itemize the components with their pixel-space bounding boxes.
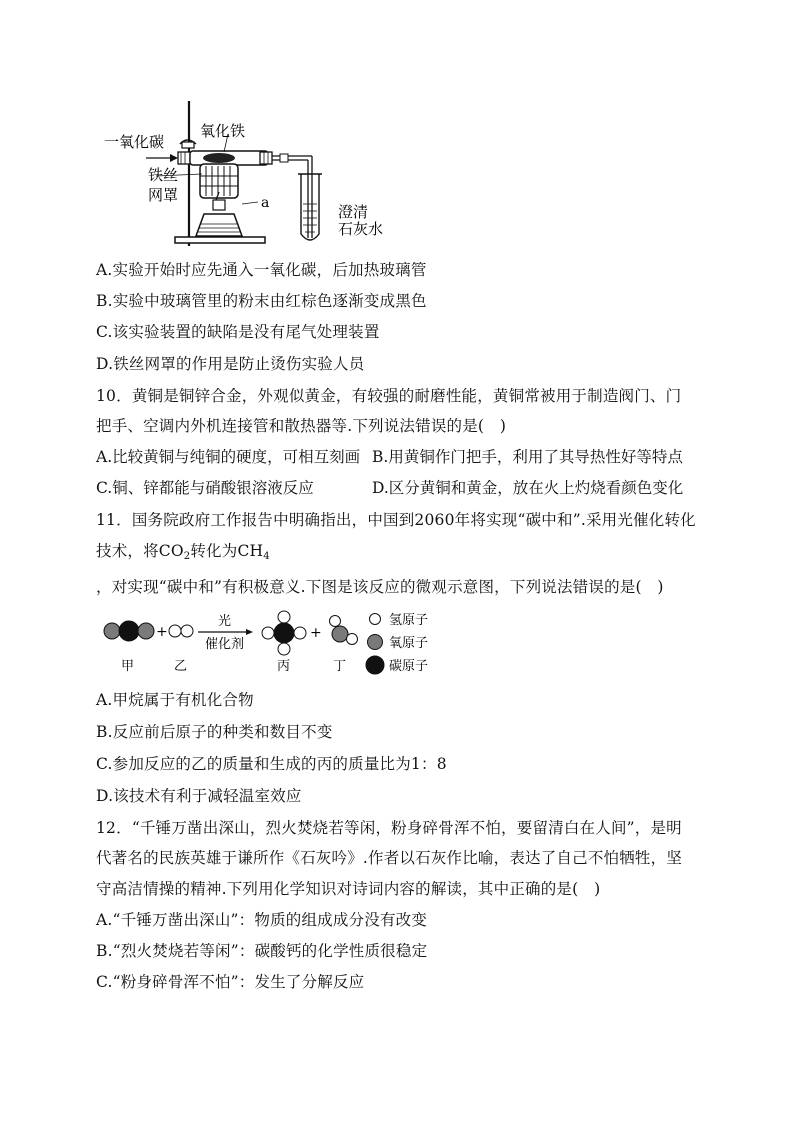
q12-option-b: B.“烈火焚烧若等闲”：碳酸钙的化学性质很稳定 — [96, 942, 428, 960]
legend-carbon-swatch — [366, 656, 384, 674]
q11-stem-line1: 11．国务院政府工作报告中明确指出，中国到2060年将实现“碳中和”.采用光催化转化 — [96, 511, 696, 529]
ding-hydrogen-atom-1 — [330, 616, 341, 627]
condition-catalyst: 催化剂 — [205, 637, 245, 652]
q10-stem-line1: 10．黄铜是铜锌合金，外观似黄金，有较强的耐磨性能，黄铜常被用于制造阀门、门 — [96, 387, 682, 405]
label-bing: 丙 — [277, 659, 291, 674]
bing-hydrogen-atom-1 — [278, 611, 290, 623]
legend-oxygen: 氧原子 — [389, 636, 429, 651]
yi-hydrogen-atom-1 — [169, 625, 181, 637]
q11-option-d: D.该技术有利于减轻温室效应 — [96, 787, 302, 805]
q11-option-b: B.反应前后原子的种类和数目不变 — [96, 723, 333, 741]
limewater-label-1: 澄清 — [338, 203, 369, 221]
bing-hydrogen-atom-2 — [262, 627, 274, 639]
ch4-subscript: 4 — [263, 551, 270, 562]
legend-hydrogen: 氢原子 — [389, 613, 429, 628]
q9-option-a: A.实验开始时应先通入一氧化碳，后加热玻璃管 — [96, 261, 427, 279]
wire-label-1: 铁丝 — [148, 166, 179, 184]
q12-option-a: A.“千锤万凿出深山”：物质的组成成分没有改变 — [96, 911, 428, 929]
q11-stem2-pre: 技术，将CO — [96, 542, 184, 560]
ferric-oxide-label: 氧化铁 — [200, 122, 246, 140]
jia-oxygen-atom-2 — [138, 623, 154, 639]
q11-option-c: C.参加反应的乙的质量和生成的丙的质量比为1：8 — [96, 755, 447, 773]
lamp-a-label: a — [261, 195, 270, 211]
q11-stem-line3: ，对实现“碳中和”有积极意义.下图是该反应的微观示意图，下列说法错误的是( ) — [96, 578, 664, 596]
condition-light: 光 — [218, 614, 232, 629]
co2-subscript: 2 — [183, 551, 191, 562]
reaction-micro-diagram — [100, 606, 460, 678]
q10-option-a: A.比较黄铜与纯铜的硬度，可相互刻画 — [96, 448, 361, 466]
legend-hydrogen-swatch — [370, 614, 381, 625]
wire-label-2: 网罩 — [148, 186, 179, 204]
bing-carbon-atom — [274, 623, 294, 643]
jia-oxygen-atom-1 — [104, 623, 120, 639]
co-reduction-apparatus-figure — [100, 96, 400, 252]
q12-stem-line2: 代著名的民族英雄于谦所作《石灰吟》.作者以石灰作比喻，表达了自己不怕牺牲，坚 — [96, 849, 683, 867]
limewater-label-2: 石灰水 — [338, 220, 384, 238]
plus-sign-1: + — [156, 624, 168, 640]
co-label: 一氧化碳 — [104, 133, 165, 151]
q10-stem-line2: 把手、空调内外机连接管和散热器等.下列说法错误的是( ) — [96, 417, 507, 435]
bing-hydrogen-atom-4 — [278, 643, 290, 655]
q9-option-b: B.实验中玻璃管里的粉末由红棕色逐渐变成黑色 — [96, 292, 427, 310]
q12-stem-line1: 12．“千锤万凿出深山，烈火焚烧若等闲，粉身碎骨浑不怕，要留清白在人间”，是明 — [96, 819, 682, 837]
q9-option-c: C.该实验装置的缺陷是没有尾气处理装置 — [96, 323, 380, 341]
q10-options-row1 — [96, 447, 696, 467]
q12-stem-line3: 守高洁情操的精神.下列用化学知识对诗词内容的解读，其中正确的是( ) — [96, 880, 601, 898]
q11-stem-line2 — [96, 541, 270, 561]
q10-option-b: B.用黄铜作门把手，利用了其导热性好等特点 — [372, 448, 683, 466]
label-yi: 乙 — [174, 659, 188, 674]
ding-hydrogen-atom-2 — [347, 634, 358, 645]
q11-stem2-mid: 转化为CH — [190, 542, 264, 560]
plus-sign-2: + — [310, 625, 322, 641]
q10-option-c: C.铜、锌都能与硝酸银溶液反应 — [96, 479, 314, 497]
q11-option-a: A.甲烷属于有机化合物 — [96, 691, 254, 709]
label-ding: 丁 — [333, 659, 347, 674]
ding-oxygen-atom — [332, 626, 348, 642]
legend-carbon: 碳原子 — [389, 659, 429, 674]
yi-hydrogen-atom-2 — [181, 625, 193, 637]
q10-options-row2 — [96, 478, 696, 498]
label-jia: 甲 — [121, 659, 135, 674]
bing-hydrogen-atom-3 — [294, 627, 306, 639]
q10-option-d: D.区分黄铜和黄金，放在火上灼烧看颜色变化 — [372, 479, 684, 497]
q9-option-d: D.铁丝网罩的作用是防止烫伤实验人员 — [96, 355, 365, 373]
legend-oxygen-swatch — [368, 635, 383, 650]
jia-carbon-atom — [119, 621, 139, 641]
q12-option-c: C.“粉身碎骨浑不怕”：发生了分解反应 — [96, 973, 365, 991]
